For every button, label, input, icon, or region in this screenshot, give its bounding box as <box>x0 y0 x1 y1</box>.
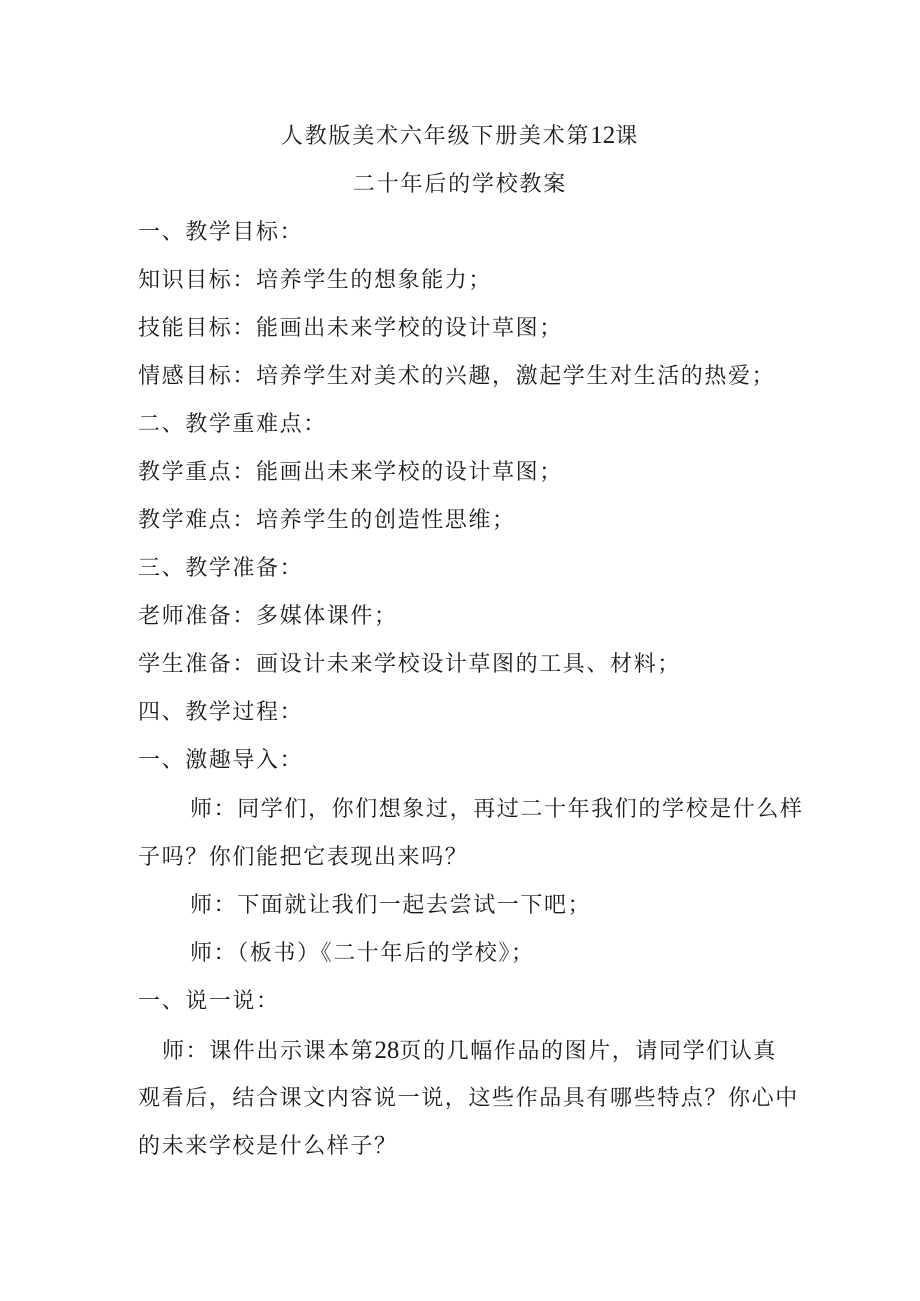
discuss-line1-suffix: 页的几幅作品的图片，请同学们认真 <box>399 1039 778 1064</box>
process-intro-heading: 一、激趣导入： <box>138 748 304 773</box>
student-preparation: 学生准备：画设计未来学校设计草图的工具、材料； <box>138 652 681 677</box>
teaching-key-point: 教学重点：能画出未来学校的设计草图； <box>138 460 563 485</box>
process-discuss-heading: 一、说一说： <box>138 989 280 1014</box>
skill-objective: 技能目标：能画出未来学校的设计草图； <box>138 316 563 341</box>
teaching-difficult-point: 教学难点：培养学生的创造性思维； <box>138 508 516 533</box>
title-suffix: 课 <box>615 124 640 149</box>
teacher-preparation: 老师准备：多媒体课件； <box>138 604 398 629</box>
knowledge-objective: 知识目标：培养学生的想象能力； <box>138 268 493 293</box>
process-discuss-line1 <box>162 1036 777 1067</box>
discuss-line1-prefix: 师：课件出示课本第 <box>162 1039 375 1064</box>
section-heading-objectives: 一、教学目标： <box>138 220 304 245</box>
section-heading-preparation: 三、教学准备： <box>138 556 304 581</box>
process-intro-line3: 师：下面就让我们一起去尝试一下吧； <box>190 893 592 918</box>
title-prefix: 人教版美术六年级下册美术第 <box>280 124 591 149</box>
emotion-objective: 情感目标：培养学生对美术的兴趣，激起学生对生活的热爱； <box>138 364 776 389</box>
process-intro-line2: 子吗？你们能把它表现出来吗？ <box>138 845 469 870</box>
process-discuss-line3: 的未来学校是什么样子？ <box>138 1134 398 1159</box>
process-intro-line4: 师：（板书）《二十年后的学校》； <box>190 941 535 966</box>
section-heading-process: 四、教学过程： <box>138 700 304 725</box>
process-intro-line1: 师：同学们，你们想象过，再过二十年我们的学校是什么样 <box>190 797 804 822</box>
document-title-line2: 二十年后的学校教案 <box>352 172 568 197</box>
section-heading-key-points: 二、教学重难点： <box>138 412 327 437</box>
process-discuss-line2: 观看后，结合课文内容说一说，这些作品具有哪些特点？你心中 <box>138 1086 799 1111</box>
page-number-ref: 28 <box>374 1037 400 1064</box>
lesson-number: 12 <box>590 122 616 149</box>
document-title-line1 <box>0 121 920 152</box>
